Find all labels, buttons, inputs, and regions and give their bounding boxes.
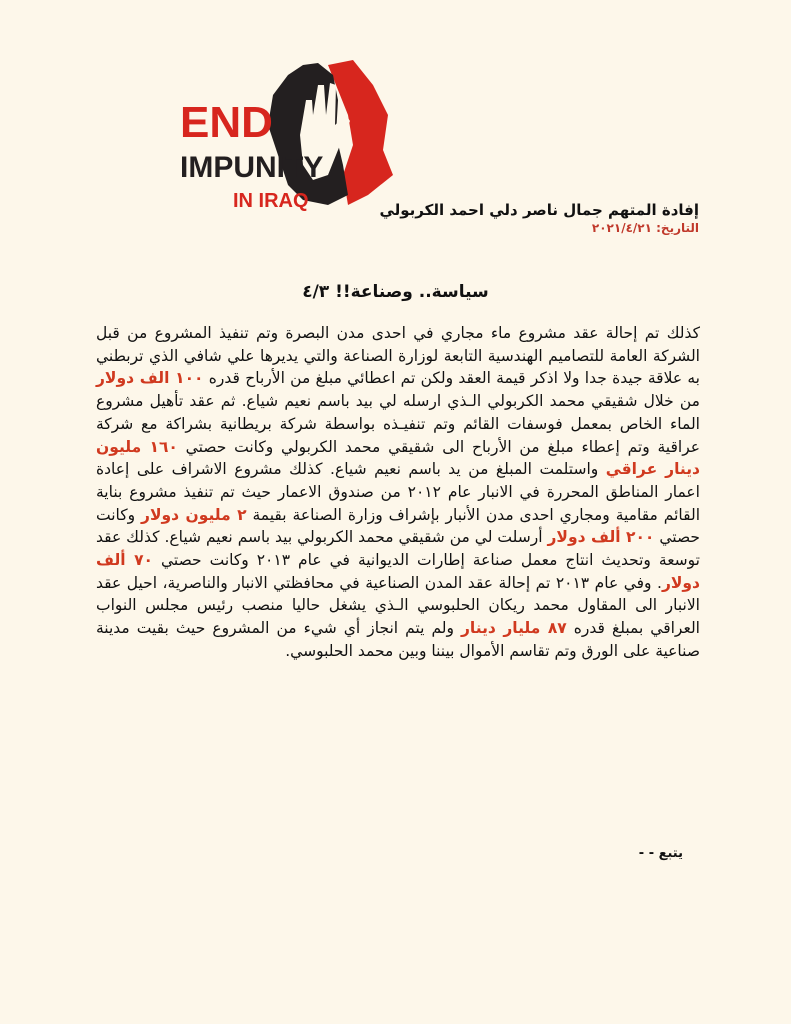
highlighted-amount: ٧٠ ألف دولار <box>96 551 700 592</box>
document-title: سياسة.. وصناعة!! ٤/٣ <box>302 282 489 302</box>
logo-end-text: END <box>180 98 273 147</box>
body-text-segment: . وفي عام ٢٠١٣ تم إحالة عقد المدن الصناعية في محافظتي الانبار والناصرية، احيل عقد الانبار الى المقاول محمد ريكان الحلبوسي الـذي يشغل حاليا منصب رئيس مجلس النواب العراقي بمبلغ قدره <box>96 573 700 638</box>
body-text-segment: من خلال شقيقي محمد الكربولي الـذي ارسله لي بيد باسم نعيم شياع. ثم عقد تأهيل مشروع الماء الخاص بمعمل فوسفات القائم وتم تنفيـذه بواسطة شركة بريطانية بشراكة مع شركة عراقية وتم إعطاء مبلغ من الأرباح الى شقيقي محمد الكربولي وكانت حصتي <box>96 392 700 456</box>
body-text-segment: وكانت حصتي <box>96 505 700 547</box>
highlighted-amount: ٢ مليون دولار <box>141 505 247 524</box>
body-text-segment: واستلمت المبلغ من يد باسم نعيم شياع. كذلك مشروع الاشراف على إعادة اعمار المناطق المحررة في الانبار عام ٢٠١٢ من صندوق الاعمار حيث تم تنفيذ مشروع بناية القائم مقامية ومجاري احدى مدن الأنبار بإشراف وزارة الصناعة بقيمة <box>96 460 700 524</box>
highlighted-amount: ١٦٠ مليون دينار عراقي <box>96 437 700 479</box>
logo-graphic <box>178 55 408 215</box>
body-text-segment: كذلك تم إحالة عقد مشروع ماء مجاري في احدى مدن البصرة وتم تنفيذ المشروع من قبل الشركة العامة للتصاميم الهندسية التابعة لوزارة الصناعة والتي يديرها علي شافي الذي تربطني به علاقة جيدة جدا ولا اذكر قيمة العقد ولكن تم اعطائي مبلغ من الأرباح قدره <box>96 324 700 388</box>
highlighted-amount: ٨٧ مليار دينار <box>461 619 567 638</box>
logo-impunity-text: IMPUNITY <box>180 151 324 184</box>
body-paragraph <box>96 322 700 663</box>
end-impunity-logo <box>178 55 408 215</box>
highlighted-amount: ٢٠٠ ألف دولار <box>547 528 655 547</box>
document-date: التاريخ: ٢٠٢١/٤/٢١ <box>591 221 699 235</box>
continued-label: يتبع <box>658 846 683 861</box>
leading-dash: - <box>638 846 645 861</box>
continued-dash: - <box>648 846 655 861</box>
testimony-subject: إفادة المتهم جمال ناصر دلي احمد الكربولي <box>379 201 699 219</box>
logo-in-iraq-text: IN IRAQ <box>233 190 309 212</box>
document-header <box>379 200 699 236</box>
body-text-segment: أرسلت لي من شقيقي محمد الكربولي بيد باسم نعيم شياع. كذلك عقد توسعة وتحديث انتاج معمل صناعة إطارات الديوانية في عام ٢٠١٣ وكانت حصتي <box>96 528 700 570</box>
highlighted-amount: ١٠٠ الف دولار <box>96 369 204 388</box>
body-text-segment: ولم يتم انجاز أي شيء من المشروع حيث بقيت مدينة صناعية على الورق وتم تقاسم الأموال بيننا وبين محمد الحلبوسي. <box>96 619 700 660</box>
continued-note <box>625 846 683 861</box>
